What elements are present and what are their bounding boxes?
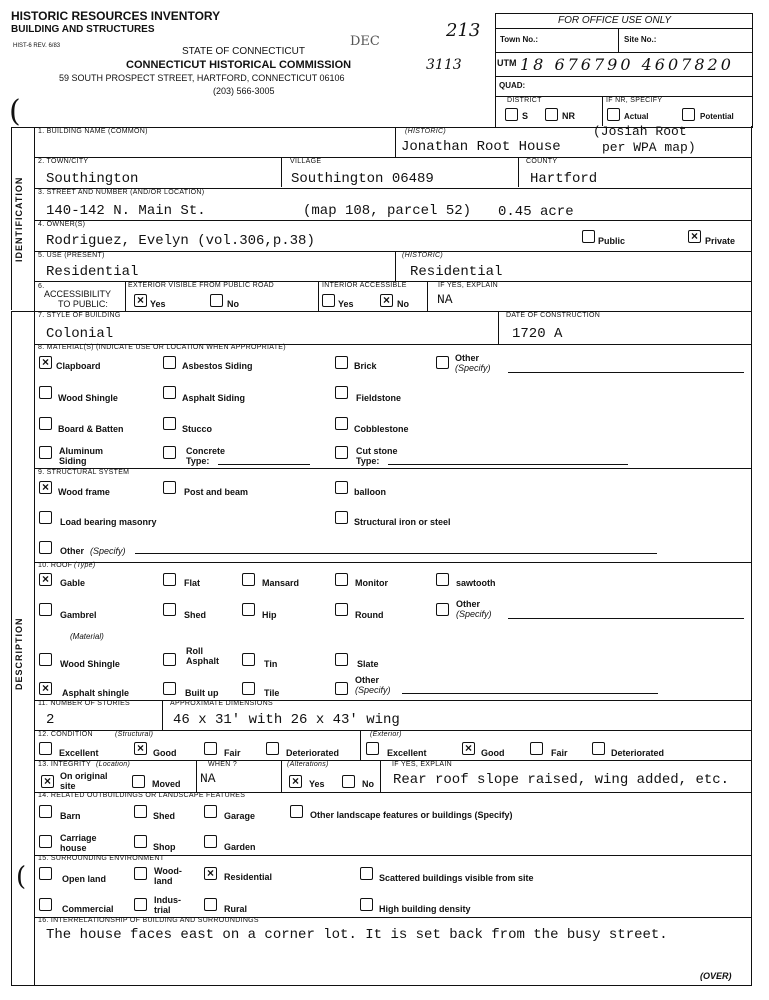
sawtooth-label: sawtooth — [456, 578, 496, 588]
structural-good-checkbox[interactable]: × — [134, 742, 147, 755]
commercial-label: Commercial — [62, 904, 114, 914]
condition-structural-label: (Structural) — [115, 731, 154, 738]
material-other-label: Other — [455, 353, 480, 363]
cobblestone-label: Cobblestone — [354, 424, 409, 434]
accessibility-label-2: TO PUBLIC: — [58, 299, 108, 309]
historic-name-label: (HISTORIC) — [405, 128, 446, 135]
moved-label: Moved — [152, 779, 181, 789]
industrial-checkbox[interactable] — [134, 898, 147, 911]
garden-label: Garden — [224, 842, 256, 852]
binder-mark: ( — [9, 94, 21, 129]
asbestos-checkbox[interactable] — [163, 356, 176, 369]
street-label: 3. STREET AND NUMBER (AND/OR LOCATION) — [38, 189, 205, 196]
tin-checkbox[interactable] — [242, 653, 255, 666]
board-batten-checkbox[interactable] — [39, 417, 52, 430]
residential-env-label: Residential — [224, 872, 273, 882]
structural-specify-label: (Specify) — [90, 546, 126, 556]
district-s-label: S — [522, 111, 529, 121]
asphalt-shingle-label: Asphalt shingle — [62, 688, 130, 698]
structural-deteriorated-checkbox[interactable] — [266, 742, 279, 755]
exterior-excellent-label: Excellent — [387, 748, 427, 758]
gable-label: Gable — [60, 578, 86, 588]
style-label: 7. STYLE OF BUILDING — [38, 312, 121, 319]
integrity-when-label: WHEN ? — [208, 761, 238, 768]
gambrel-checkbox[interactable] — [39, 603, 52, 616]
identification-section-label: IDENTIFICATION — [14, 176, 24, 262]
roof-other-checkbox[interactable] — [436, 603, 449, 616]
garden-checkbox[interactable] — [204, 835, 217, 848]
structural-fair-label: Fair — [224, 748, 241, 758]
other-landscape-label: Other landscape features or buildings (Specify) — [310, 810, 513, 820]
interior-yes-checkbox[interactable] — [322, 294, 335, 307]
moved-checkbox[interactable] — [132, 775, 145, 788]
cut-stone-type-label: Type: — [356, 456, 380, 466]
carriage-house-checkbox[interactable] — [39, 835, 52, 848]
integrity-explain-label: IF YES, EXPLAIN — [392, 761, 453, 768]
cut-stone-type-line[interactable] — [388, 464, 628, 465]
scattered-buildings-label: Scattered buildings visible from site — [379, 873, 534, 883]
owner-public-checkbox[interactable] — [582, 230, 595, 243]
monitor-checkbox[interactable] — [335, 573, 348, 586]
aluminum-siding-checkbox[interactable] — [39, 446, 52, 459]
roof-label: 10. ROOF — [38, 562, 73, 569]
carriage-house-label: house — [60, 843, 87, 853]
roll-label: Roll — [186, 646, 203, 656]
structural-good-label: Good — [153, 748, 177, 758]
post-beam-checkbox[interactable] — [163, 481, 176, 494]
commission-address: 59 SOUTH PROSPECT STREET, HARTFORD, CONNECTICUT 06106 — [59, 73, 345, 83]
integrity-alterations-label: (Alterations) — [287, 761, 329, 768]
concrete-type-label: Type: — [186, 456, 210, 466]
acreage-value: 0.45 acre — [498, 204, 574, 220]
alterations-explain-value[interactable]: Rear roof slope raised, wing added, etc. — [393, 772, 730, 788]
binder-mark-2: ( — [16, 862, 27, 892]
load-bearing-label: Load bearing masonry — [60, 517, 157, 527]
roof-wood-shingle-label: Wood Shingle — [60, 659, 120, 669]
date-construction-value[interactable]: 1720 A — [512, 326, 563, 342]
built-up-label: Built up — [185, 688, 219, 698]
exterior-yes-checkbox[interactable]: × — [134, 294, 147, 307]
use-label: 5. USE (PRESENT) — [38, 252, 105, 259]
alterations-yes-label: Yes — [309, 779, 325, 789]
rural-label: Rural — [224, 904, 248, 914]
roof-specify-label: (Specify) — [456, 609, 492, 619]
district-nr-label: NR — [562, 111, 575, 121]
village-label: VILLAGE — [290, 158, 322, 165]
historic-use-label: (HISTORIC) — [402, 252, 443, 259]
potential-label: Potential — [700, 112, 734, 121]
asphalt-siding-checkbox[interactable] — [163, 386, 176, 399]
utm-label: UTM — [497, 58, 517, 68]
form-subtitle: BUILDING AND STRUCTURES — [11, 24, 155, 35]
village-value[interactable]: Southington 06489 — [291, 171, 434, 187]
description-section-label: DESCRIPTION — [14, 617, 24, 690]
tile-label: Tile — [264, 688, 280, 698]
balloon-label: balloon — [354, 487, 386, 497]
owner-label: 4. OWNER(S) — [38, 221, 86, 228]
shed-roof-label: Shed — [184, 610, 207, 620]
wood-frame-label: Wood frame — [58, 487, 110, 497]
gable-checkbox[interactable]: × — [39, 573, 52, 586]
structural-other-label: Other — [60, 546, 85, 556]
material-other-checkbox[interactable] — [436, 356, 449, 369]
aluminum-siding-label: Siding — [59, 456, 87, 466]
structural-iron-checkbox[interactable] — [335, 511, 348, 524]
dimensions-value[interactable]: 46 x 31' with 26 x 43' wing — [173, 712, 400, 728]
cut-stone-checkbox[interactable] — [335, 446, 348, 459]
roof-material-specify-label: (Specify) — [355, 685, 391, 695]
exterior-deteriorated-label: Deteriorated — [611, 748, 665, 758]
town-label: 2. TOWN/CITY — [38, 158, 89, 165]
structural-system-label: 9. STRUCTURAL SYSTEM — [38, 469, 130, 476]
post-beam-label: Post and beam — [184, 487, 249, 497]
handwritten-number-2: 3113 — [426, 57, 462, 73]
slate-checkbox[interactable] — [335, 653, 348, 666]
actual-checkbox[interactable] — [607, 108, 620, 121]
high-density-checkbox[interactable] — [360, 898, 373, 911]
historic-use-value[interactable]: Residential — [410, 264, 503, 280]
asphalt-siding-label: Asphalt Siding — [182, 393, 245, 403]
fieldstone-label: Fieldstone — [356, 393, 402, 403]
wood-frame-checkbox[interactable]: × — [39, 481, 52, 494]
tile-checkbox[interactable] — [242, 682, 255, 695]
barn-label: Barn — [60, 811, 81, 821]
accessibility-explain-value[interactable]: NA — [437, 292, 453, 307]
town-value[interactable]: Southington — [46, 171, 139, 187]
exterior-good-checkbox[interactable]: × — [462, 742, 475, 755]
on-original-site-checkbox[interactable]: × — [41, 775, 54, 788]
district-label: DISTRICT — [507, 97, 542, 104]
load-bearing-checkbox[interactable] — [39, 511, 52, 524]
sawtooth-checkbox[interactable] — [436, 573, 449, 586]
mansard-label: Mansard — [262, 578, 300, 588]
industrial-label-2: trial — [154, 905, 171, 915]
roof-wood-shingle-checkbox[interactable] — [39, 653, 52, 666]
nr-label: IF NR, SPECIFY — [606, 97, 663, 104]
historic-name-note-2: per WPA map) — [602, 140, 696, 155]
exterior-excellent-checkbox[interactable] — [366, 742, 379, 755]
roll-asphalt-label: Asphalt — [186, 656, 220, 666]
open-land-label: Open land — [62, 874, 107, 884]
asbestos-label: Asbestos Siding — [182, 361, 253, 371]
accessibility-explain-label: IF YES, EXPLAIN — [438, 282, 499, 289]
shed-outbuilding-checkbox[interactable] — [134, 805, 147, 818]
integrity-label: 13. INTEGRITY — [38, 761, 91, 768]
owner-private-checkbox[interactable]: × — [688, 230, 701, 243]
exterior-deteriorated-checkbox[interactable] — [592, 742, 605, 755]
county-value[interactable]: Hartford — [530, 171, 598, 187]
handwritten-number: 213 — [446, 20, 481, 41]
roof-type-label: (Type) — [74, 562, 96, 569]
round-label: Round — [355, 610, 384, 620]
utm-value: 18 676790 4607820 — [520, 55, 734, 74]
building-name-label: 1. BUILDING NAME (COMMON) — [38, 128, 148, 135]
state-name: STATE OF CONNECTICUT — [182, 46, 305, 57]
on-original-site-label: site — [60, 781, 76, 791]
structural-excellent-checkbox[interactable] — [39, 742, 52, 755]
woodland-checkbox[interactable] — [134, 867, 147, 880]
actual-label: Actual — [624, 112, 649, 121]
roof-material-other-checkbox[interactable] — [335, 682, 348, 695]
site-no-label: Site No.: — [624, 35, 657, 44]
interior-accessible-label: INTERIOR ACCESSIBLE — [322, 282, 407, 289]
quad-label: QUAD: — [499, 81, 526, 90]
roof-other-label: Other — [456, 599, 481, 609]
shed-outbuilding-label: Shed — [153, 811, 176, 821]
board-batten-label: Board & Batten — [58, 424, 124, 434]
other-landscape-checkbox[interactable] — [290, 805, 303, 818]
industrial-label: Indus- — [154, 895, 181, 905]
accessibility-number: 6. — [38, 283, 45, 290]
open-land-checkbox[interactable] — [39, 867, 52, 880]
roof-other-line[interactable] — [508, 618, 744, 619]
exterior-no-label: No — [227, 299, 239, 309]
interior-no-label: No — [397, 299, 409, 309]
integrity-location-label: (Location) — [96, 761, 131, 768]
received-stamp: DEC — [350, 34, 380, 49]
structural-iron-label: Structural iron or steel — [354, 517, 451, 527]
high-density-label: High building density — [379, 904, 471, 914]
interior-no-checkbox[interactable]: × — [380, 294, 393, 307]
gambrel-label: Gambrel — [60, 610, 97, 620]
shed-roof-checkbox[interactable] — [163, 603, 176, 616]
alterations-yes-checkbox[interactable]: × — [289, 775, 302, 788]
tin-label: Tin — [264, 659, 278, 669]
carriage-label: Carriage — [60, 833, 97, 843]
slate-label: Slate — [357, 659, 379, 669]
cobblestone-checkbox[interactable] — [335, 417, 348, 430]
exterior-visible-label: EXTERIOR VISIBLE FROM PUBLIC ROAD — [128, 282, 275, 289]
structural-other-line[interactable] — [135, 553, 657, 554]
materials-label: 8. MATERIAL(S) (INDICATE USE OR LOCATION WHEN APPROPRIATE) — [38, 344, 286, 351]
material-specify-label: (Specify) — [455, 363, 491, 373]
exterior-yes-label: Yes — [150, 299, 166, 309]
garage-checkbox[interactable] — [204, 805, 217, 818]
stories-label: 11. NUMBER OF STORIES — [38, 700, 131, 707]
on-original-label: On original — [60, 771, 108, 781]
hip-checkbox[interactable] — [242, 603, 255, 616]
shop-checkbox[interactable] — [134, 835, 147, 848]
dimensions-label: APPROXIMATE DIMENSIONS — [170, 700, 273, 707]
accessibility-label: ACCESSIBILITY — [44, 289, 112, 299]
brick-label: Brick — [354, 361, 377, 371]
interrelationship-label: 16. INTERRELATIONSHIP OF BUILDING AND SURROUNDINGS — [38, 917, 259, 924]
balloon-checkbox[interactable] — [335, 481, 348, 494]
woodland-label: Wood- — [154, 866, 182, 876]
alterations-no-label: No — [362, 779, 374, 789]
wood-shingle-siding-checkbox[interactable] — [39, 386, 52, 399]
material-other-line[interactable] — [508, 372, 744, 373]
interior-yes-label: Yes — [338, 299, 354, 309]
flat-label: Flat — [184, 578, 201, 588]
structural-other-checkbox[interactable] — [39, 541, 52, 554]
fieldstone-checkbox[interactable] — [335, 386, 348, 399]
street-value[interactable]: 140-142 N. Main St. — [46, 203, 206, 219]
roof-material-other-label: Other — [355, 675, 380, 685]
moved-when-value[interactable]: NA — [200, 771, 216, 786]
alterations-no-checkbox[interactable] — [342, 775, 355, 788]
form-number: HIST-6 REV. 6/83 — [13, 43, 61, 49]
stucco-label: Stucco — [182, 424, 213, 434]
owner-value[interactable]: Rodriguez, Evelyn (vol.306,p.38) — [46, 233, 315, 249]
rural-checkbox[interactable] — [204, 898, 217, 911]
condition-exterior-label: (Exterior) — [370, 731, 402, 738]
structural-fair-checkbox[interactable] — [204, 742, 217, 755]
commission-phone: (203) 566-3005 — [213, 86, 275, 96]
over-indicator: (OVER) — [700, 971, 732, 981]
county-label: COUNTY — [526, 158, 558, 165]
wood-shingle-siding-label: Wood Shingle — [58, 393, 118, 403]
office-use-heading: FOR OFFICE USE ONLY — [558, 15, 671, 26]
woodland-label-2: land — [154, 876, 173, 886]
clapboard-label: Clapboard — [56, 361, 101, 371]
mansard-checkbox[interactable] — [242, 573, 255, 586]
exterior-good-label: Good — [481, 748, 505, 758]
roof-material-label: (Material) — [70, 632, 104, 641]
roll-asphalt-checkbox[interactable] — [163, 653, 176, 666]
district-s-checkbox[interactable] — [505, 108, 518, 121]
shop-label: Shop — [153, 842, 176, 852]
condition-label: 12. CONDITION — [38, 731, 93, 738]
scattered-buildings-checkbox[interactable] — [360, 867, 373, 880]
interrelationship-value[interactable]: The house faces east on a corner lot. It is set back from the busy street. — [46, 927, 668, 943]
commercial-checkbox[interactable] — [39, 898, 52, 911]
exterior-fair-checkbox[interactable] — [530, 742, 543, 755]
structural-excellent-label: Excellent — [59, 748, 99, 758]
round-checkbox[interactable] — [335, 603, 348, 616]
historic-name-value[interactable]: Jonathan Root House — [401, 139, 561, 155]
use-value[interactable]: Residential — [46, 264, 139, 280]
built-up-checkbox[interactable] — [163, 682, 176, 695]
hip-label: Hip — [262, 610, 277, 620]
structural-deteriorated-label: Deteriorated — [286, 748, 340, 758]
concrete-type-line[interactable] — [218, 464, 310, 465]
form-title: HISTORIC RESOURCES INVENTORY — [11, 9, 221, 23]
district-nr-checkbox[interactable] — [545, 108, 558, 121]
flat-checkbox[interactable] — [163, 573, 176, 586]
concrete-checkbox[interactable] — [163, 446, 176, 459]
date-construction-label: DATE OF CONSTRUCTION — [506, 312, 601, 319]
concrete-label: Concrete — [186, 446, 226, 456]
exterior-fair-label: Fair — [551, 748, 568, 758]
brick-checkbox[interactable] — [335, 356, 348, 369]
style-value[interactable]: Colonial — [46, 326, 114, 342]
aluminum-label: Aluminum — [59, 446, 103, 456]
commission-name: CONNECTICUT HISTORICAL COMMISSION — [126, 59, 352, 71]
asphalt-shingle-checkbox[interactable]: × — [39, 682, 52, 695]
residential-env-checkbox[interactable]: × — [204, 867, 217, 880]
potential-checkbox[interactable] — [682, 108, 695, 121]
historic-name-note-1: (Josiah Root — [593, 124, 687, 139]
outbuildings-label: 14. RELATED OUTBUILDINGS OR LANDSCAPE FEATURES — [38, 792, 246, 799]
environment-label: 15. SURROUNDING ENVIRONMENT — [38, 855, 165, 862]
owner-private-label: Private — [705, 236, 736, 246]
owner-public-label: Public — [598, 236, 626, 246]
roof-material-other-line[interactable] — [402, 693, 658, 694]
monitor-label: Monitor — [355, 578, 388, 588]
cut-stone-label: Cut stone — [356, 446, 398, 456]
garage-label: Garage — [224, 811, 256, 821]
map-parcel-value: (map 108, parcel 52) — [303, 203, 472, 219]
barn-checkbox[interactable] — [39, 805, 52, 818]
stories-value[interactable]: 2 — [46, 712, 55, 728]
exterior-no-checkbox[interactable] — [210, 294, 223, 307]
town-no-label: Town No.: — [500, 35, 539, 44]
clapboard-checkbox[interactable]: × — [39, 356, 52, 369]
stucco-checkbox[interactable] — [163, 417, 176, 430]
